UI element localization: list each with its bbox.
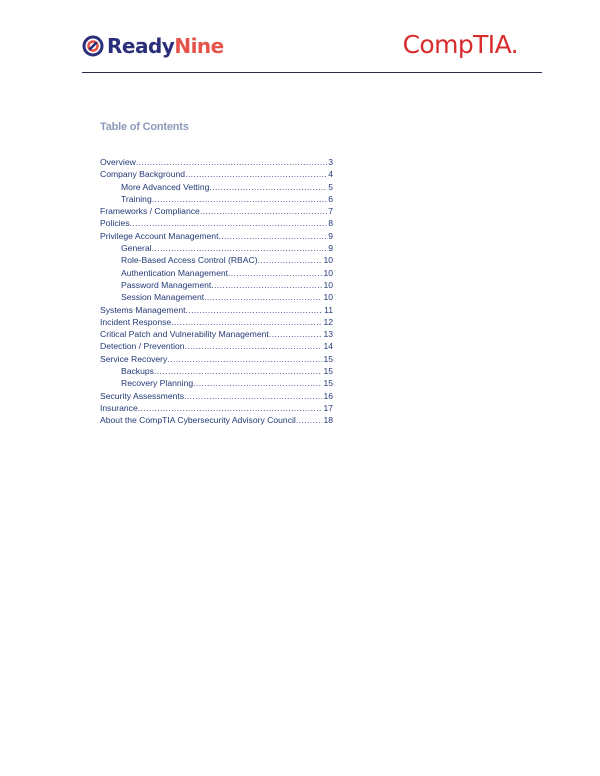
toc-entry-label: Password Management — [121, 279, 212, 290]
toc-entry-page: 10 — [323, 279, 333, 290]
toc-dot-leader — [209, 181, 327, 193]
toc-dot-leader — [258, 254, 323, 266]
toc-entry[interactable] — [100, 254, 333, 266]
toc-dot-leader — [204, 291, 322, 303]
toc-entry-label: Security Assessments — [100, 390, 185, 401]
toc-entry-label: More Advanced Vetting — [121, 181, 210, 192]
toc-entry-page: 11 — [324, 304, 333, 315]
toc-entry-page: 4 — [328, 169, 333, 180]
toc-entry-label: Authentication Management — [121, 267, 229, 278]
toc-dot-leader — [228, 267, 322, 279]
comptia-logo: CompTIA. — [402, 30, 518, 59]
toc-entry[interactable] — [100, 304, 333, 316]
readynine-logo-ready: Ready — [107, 34, 175, 58]
toc-entry-page: 10 — [323, 292, 333, 303]
toc-dot-leader — [186, 304, 324, 316]
toc-entry-label: Backups — [121, 366, 154, 377]
toc-entry-label: General — [121, 243, 152, 254]
toc-entry-page: 10 — [323, 255, 333, 266]
toc-dot-leader — [185, 340, 323, 352]
readynine-mark-icon — [82, 35, 104, 57]
toc-dot-leader — [218, 230, 327, 242]
toc-entry-page: 15 — [323, 378, 333, 389]
toc-entry-label: Company Background — [100, 169, 186, 180]
toc-dot-leader — [154, 365, 322, 377]
toc-entry[interactable] — [100, 291, 333, 303]
toc-entry-page: 17 — [323, 402, 333, 413]
toc-entry-page: 8 — [328, 218, 333, 229]
toc-entry-label: Detection / Prevention — [100, 341, 185, 352]
toc-title: Table of Contents — [100, 121, 189, 133]
table-of-contents — [100, 156, 333, 427]
page-header — [82, 28, 542, 68]
toc-entry[interactable] — [100, 267, 333, 279]
toc-entry-label: Insurance — [100, 402, 138, 413]
toc-entry-label: Policies — [100, 218, 130, 229]
toc-dot-leader — [152, 193, 327, 205]
toc-entry-label: Role-Based Access Control (RBAC) — [121, 255, 258, 266]
toc-dot-leader — [171, 316, 322, 328]
toc-entry[interactable] — [100, 217, 333, 229]
toc-entry-label: Session Management — [121, 292, 205, 303]
toc-entry-label: Critical Patch and Vulnerability Management — [100, 329, 269, 340]
toc-entry[interactable] — [100, 390, 333, 402]
toc-dot-leader — [184, 390, 322, 402]
toc-entry[interactable] — [100, 181, 333, 193]
toc-entry-label: Service Recovery — [100, 353, 168, 364]
toc-entry-label: Privilege Account Management — [100, 230, 219, 241]
toc-entry-page: 5 — [328, 181, 333, 192]
toc-entry-page: 10 — [323, 267, 333, 278]
toc-dot-leader — [130, 217, 328, 229]
toc-entry-page: 7 — [328, 206, 333, 217]
readynine-logo-nine: Nine — [174, 34, 224, 58]
toc-entry-page: 9 — [328, 243, 333, 254]
toc-dot-leader — [269, 328, 323, 340]
toc-entry-page: 3 — [328, 157, 333, 167]
toc-dot-leader — [211, 279, 322, 291]
toc-entry[interactable] — [100, 377, 333, 389]
toc-dot-leader — [185, 168, 327, 180]
toc-dot-leader — [138, 402, 323, 414]
toc-entry-label: Systems Management — [100, 304, 186, 315]
toc-entry-label: Recovery Planning — [121, 378, 194, 389]
toc-entry-label: Incident Response — [100, 316, 172, 327]
toc-entry-page: 9 — [328, 230, 333, 241]
toc-dot-leader — [296, 414, 323, 426]
header-divider — [82, 72, 542, 73]
toc-dot-leader — [136, 156, 327, 168]
toc-entry[interactable] — [100, 340, 333, 352]
toc-dot-leader — [167, 353, 322, 365]
toc-entry-page: 15 — [323, 353, 333, 364]
toc-entry-label: Training — [121, 193, 152, 204]
toc-entry-page: 12 — [323, 316, 333, 327]
toc-entry-page: 14 — [323, 341, 333, 352]
toc-entry[interactable] — [100, 365, 333, 377]
toc-entry[interactable] — [100, 193, 333, 205]
toc-entry-page: 18 — [323, 415, 333, 426]
toc-entry-page: 16 — [323, 390, 333, 401]
toc-entry[interactable] — [100, 414, 333, 426]
toc-entry-page: 6 — [328, 193, 333, 204]
toc-entry-page: 15 — [323, 366, 333, 377]
toc-entry[interactable] — [100, 205, 333, 217]
toc-entry[interactable] — [100, 279, 333, 291]
toc-entry[interactable] — [100, 328, 333, 340]
toc-entry[interactable] — [100, 316, 333, 328]
toc-entry[interactable] — [100, 402, 333, 414]
toc-entry-label: Overview — [100, 157, 136, 167]
toc-entry[interactable] — [100, 156, 333, 168]
toc-entry-page: 13 — [323, 329, 333, 340]
toc-entry-label: Frameworks / Compliance — [100, 206, 200, 217]
toc-dot-leader — [200, 205, 327, 217]
toc-entry[interactable] — [100, 168, 333, 180]
readynine-logo — [82, 32, 224, 60]
toc-dot-leader — [152, 242, 328, 254]
toc-entry[interactable] — [100, 353, 333, 365]
toc-entry[interactable] — [100, 242, 333, 254]
toc-entry-label: About the CompTIA Cybersecurity Advisory Council — [100, 415, 296, 426]
toc-entry[interactable] — [100, 230, 333, 242]
toc-dot-leader — [193, 377, 322, 389]
